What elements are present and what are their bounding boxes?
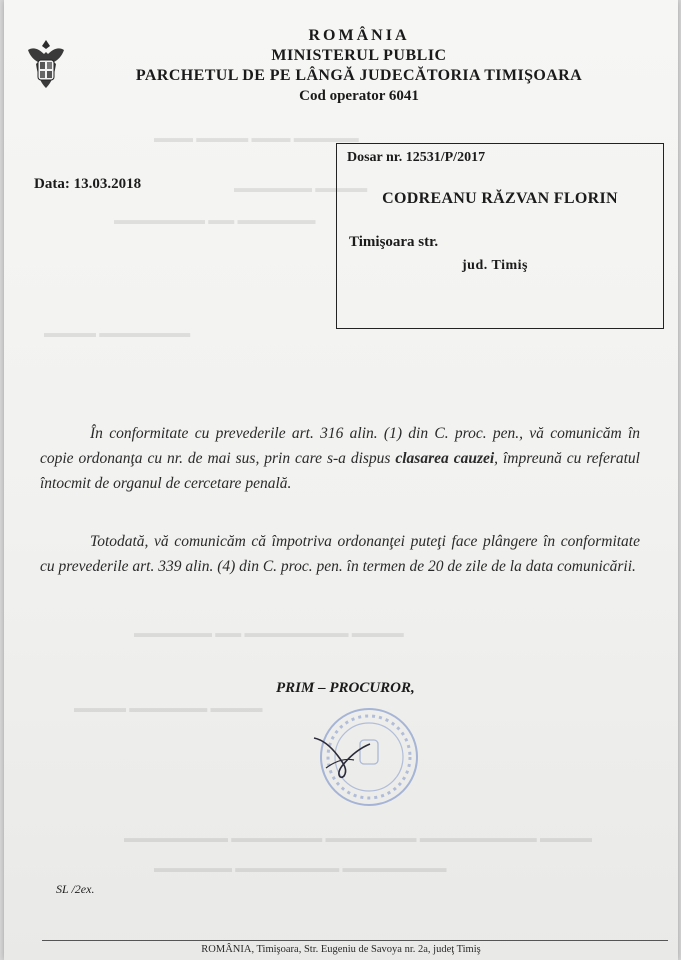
bleed-through-text: ▬▬▬▬ ▬▬▬▬▬▬ ▬▬▬▬ [74, 700, 263, 715]
recipient-name: CODREANU RĂZVAN FLORIN [382, 190, 618, 207]
bleed-through-text: ▬▬▬▬▬▬ ▬▬ ▬▬▬▬▬▬▬▬ ▬▬▬▬ [134, 625, 404, 640]
bleed-through-text: ▬▬▬ ▬▬▬▬ ▬▬▬ ▬▬▬▬▬ [154, 130, 359, 145]
bleed-through-text: ▬▬▬▬▬▬ ▬▬▬▬▬▬▬▬ ▬▬▬▬▬▬▬▬ [154, 860, 447, 875]
address-box [336, 143, 664, 329]
bleed-through-text: ▬▬▬▬ ▬▬▬▬▬▬▬ [44, 325, 191, 340]
reference-note: SL /2ex. [56, 882, 95, 896]
bleed-through-text: ▬▬▬▬▬▬ ▬▬▬▬ [234, 180, 368, 195]
country-heading: ROMÂNIA [308, 27, 410, 44]
body-paragraph-2 [40, 529, 640, 579]
bleed-through-text: ▬▬▬▬▬▬▬▬ ▬▬▬▬▬▬▬ ▬▬▬▬▬▬▬ ▬▬▬▬▬▬▬▬▬ ▬▬▬▬ [124, 830, 592, 845]
p1-text-start: În conformitate cu prevederile art. 316 alin. (1) din C. proc. pen., vă comunicăm în copie ordonanţa cu nr. de mai sus, prin care s-a dispus [40, 425, 640, 467]
bleed-through-text: ▬▬▬▬▬▬▬ ▬▬ ▬▬▬▬▬▬ [114, 212, 316, 227]
office-heading: PARCHETUL DE PE LÂNGĂ JUDECĂTORIA TIMIŞOARA [135, 67, 583, 84]
p2-text: Totodată, vă comunicăm că împotriva ordonanţei puteţi face plângere în conformitate cu prevederile art. 339 alin. (4) din C. proc. pen. în termen de 20 de zile de la data comunicării. [40, 533, 640, 575]
footer-divider [42, 940, 668, 941]
footer-address: ROMÂNIA, Timişoara, Str. Eugeniu de Savoya nr. 2a, judeţ Timiş [201, 944, 481, 955]
coat-of-arms-icon [24, 38, 68, 90]
body-paragraph-1 [40, 421, 640, 496]
letterhead [124, 26, 594, 106]
recipient-street: Timişoara str. [349, 234, 439, 250]
p1-emphasis: clasarea cauzei [395, 450, 495, 467]
signature-icon [304, 718, 394, 798]
document-page [4, 0, 678, 960]
signer-title: PRIM – PROCUROR, [276, 680, 415, 696]
document-date: Data: 13.03.2018 [34, 176, 142, 192]
p1-text-end: , împreună cu referatul întocmit de organul de cercetare penală. [40, 450, 640, 492]
operator-code: Cod operator 6041 [299, 88, 419, 104]
case-number: Dosar nr. 12531/P/2017 [347, 150, 486, 165]
recipient-county: jud. Timiş [462, 258, 528, 273]
ministry-heading: MINISTERUL PUBLIC [271, 47, 447, 64]
